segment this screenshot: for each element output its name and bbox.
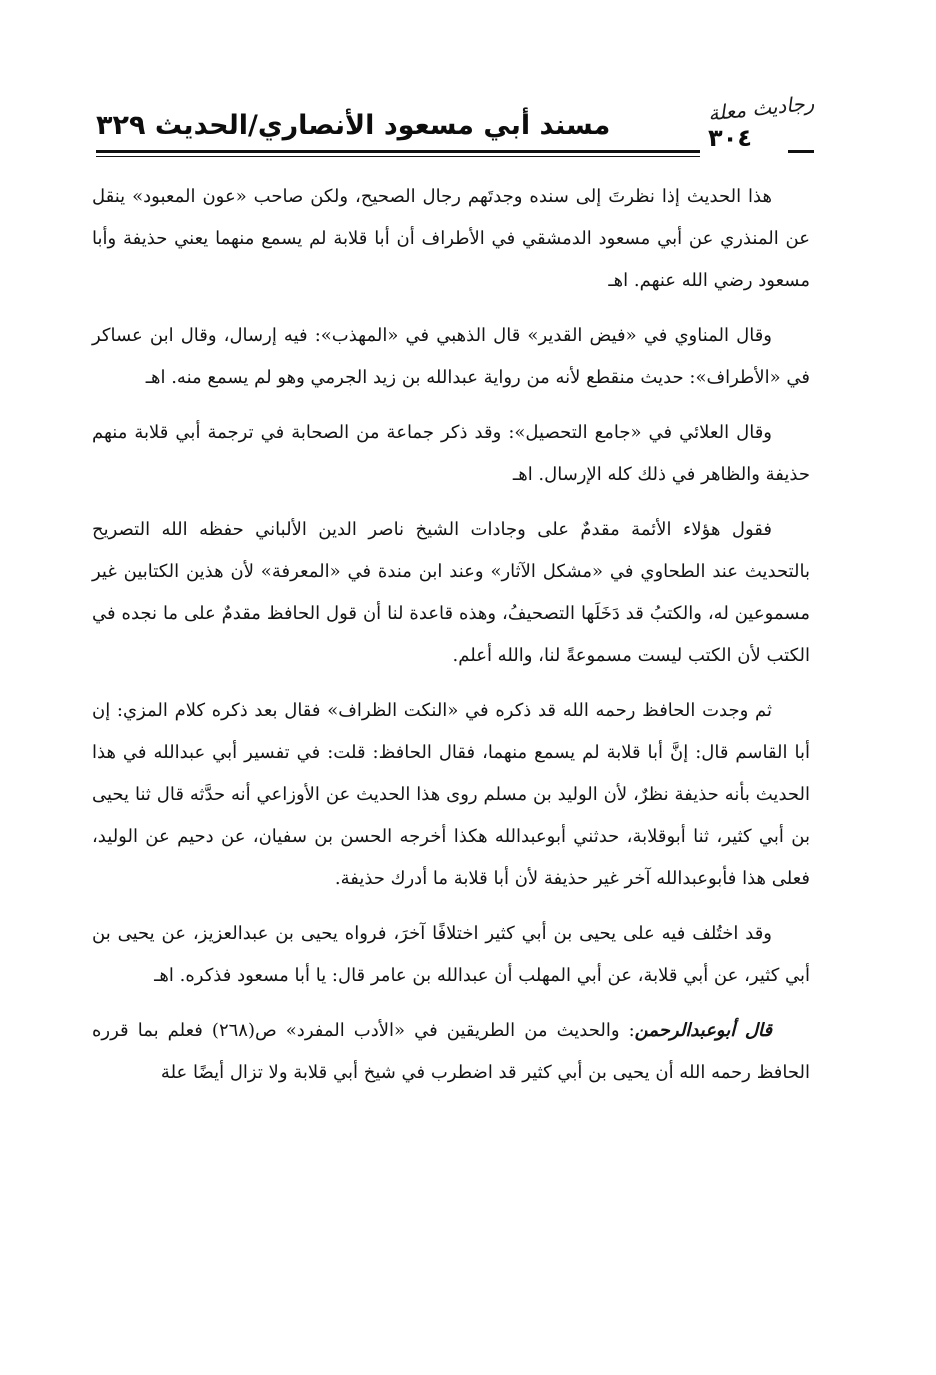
- running-title: مسند أبي مسعود الأنصاري/الحديث ٣٢٩: [96, 110, 611, 141]
- paragraph: وقال المناوي في «فيض القدير» قال الذهبي في «المهذب»: فيه إرسال، وقال ابن عساكر في «الأطراف»: حديث منقطع لأنه من رواية عبدالله بن زيد الجرمي وهو لم يسمع منه. اهـ: [92, 325, 810, 388]
- handwritten-note: رجاديث معلة: [706, 90, 815, 126]
- author-signature: قال أبوعبدالرحمن: [634, 1020, 772, 1041]
- paragraph: وقال العلائي في «جامع التحصيل»: وقد ذكر جماعة من الصحابة في ترجمة أبي قلابة منهم حذيفة والظاهر في ذلك كله الإرسال. اهـ: [92, 422, 810, 485]
- paragraph: فقول هؤلاء الأئمة مقدمٌ على وجادات الشيخ ناصر الدين الألباني حفظه الله التصريح بالتحديث عند الطحاوي في «مشكل الآثار» وعند ابن مندة في «المعرفة» لأن هذين الكتابين غير مسموعين له، والكتبُ قد دَخَلَها التصحيفُ، وهذه قاعدة لنا أن قول الحافظ مقدمٌ على ما نجده في الكتب لأن الكتب ليست مسموعةً لنا، والله أعلم.: [92, 519, 810, 666]
- page-number: ٣٠٤: [708, 124, 752, 152]
- paragraph: وقد اختُلف فيه على يحيى بن أبي كثير اختلافًا آخرَ، فرواه يحيى بن عبدالعزيز، عن يحيى بن أبي كثير، عن أبي قلابة، عن أبي المهلب أن عبدالله بن عامر قال: يا أبا مسعود فذكره. اهـ: [92, 923, 810, 986]
- header-rule-thin: [96, 156, 700, 157]
- paragraph: هذا الحديث إذا نظرتَ إلى سنده وجدتَهم رجال الصحيح، ولكن صاحب «عون المعبود» ينقل عن المنذري عن أبي مسعود الدمشقي في الأطراف أن أبا قلابة لم يسمع منهما يعني حذيفة وأبا مسعود رضي الله عنهم. اهـ: [92, 186, 810, 291]
- final-paragraph-text: : والحديث من الطريقين في «الأدب المفرد» ص(٢٦٨) فعلم بما قرره الحافظ رحمه الله أن يحيى بن أبي كثير قد اضطرب في شيخ أبي قلابة ولا تزال أيضًا علة: [92, 1020, 810, 1083]
- header-rule-thick: [96, 150, 700, 153]
- final-paragraph: [92, 1010, 810, 1094]
- paragraph: ثم وجدت الحافظ رحمه الله قد ذكره في «النكت الظراف» فقال بعد ذكره كلام المزي: إن أبا القاسم قال: إنَّ أبا قلابة لم يسمع منهما، فقال الحافظ: قلت: في تفسير أبي عبدالله في هذا الحديث بأنه حذيفة نظرٌ، لأن الوليد بن مسلم روى هذا الحديث عن الأوزاعي أنه حدَّثه قال ثنا يحيى بن أبي كثير، ثنا أبوقلابة، حدثني أبوعبدالله هكذا أخرجه الحسن بن سفيان، عن دحيم عن الوليد، فعلى هذا فأبوعبدالله آخر غير حذيفة لأن أبا قلابة ما أدرك حذيفة.: [92, 700, 810, 889]
- page-body: [92, 176, 810, 1107]
- header-rule-right: [788, 150, 814, 153]
